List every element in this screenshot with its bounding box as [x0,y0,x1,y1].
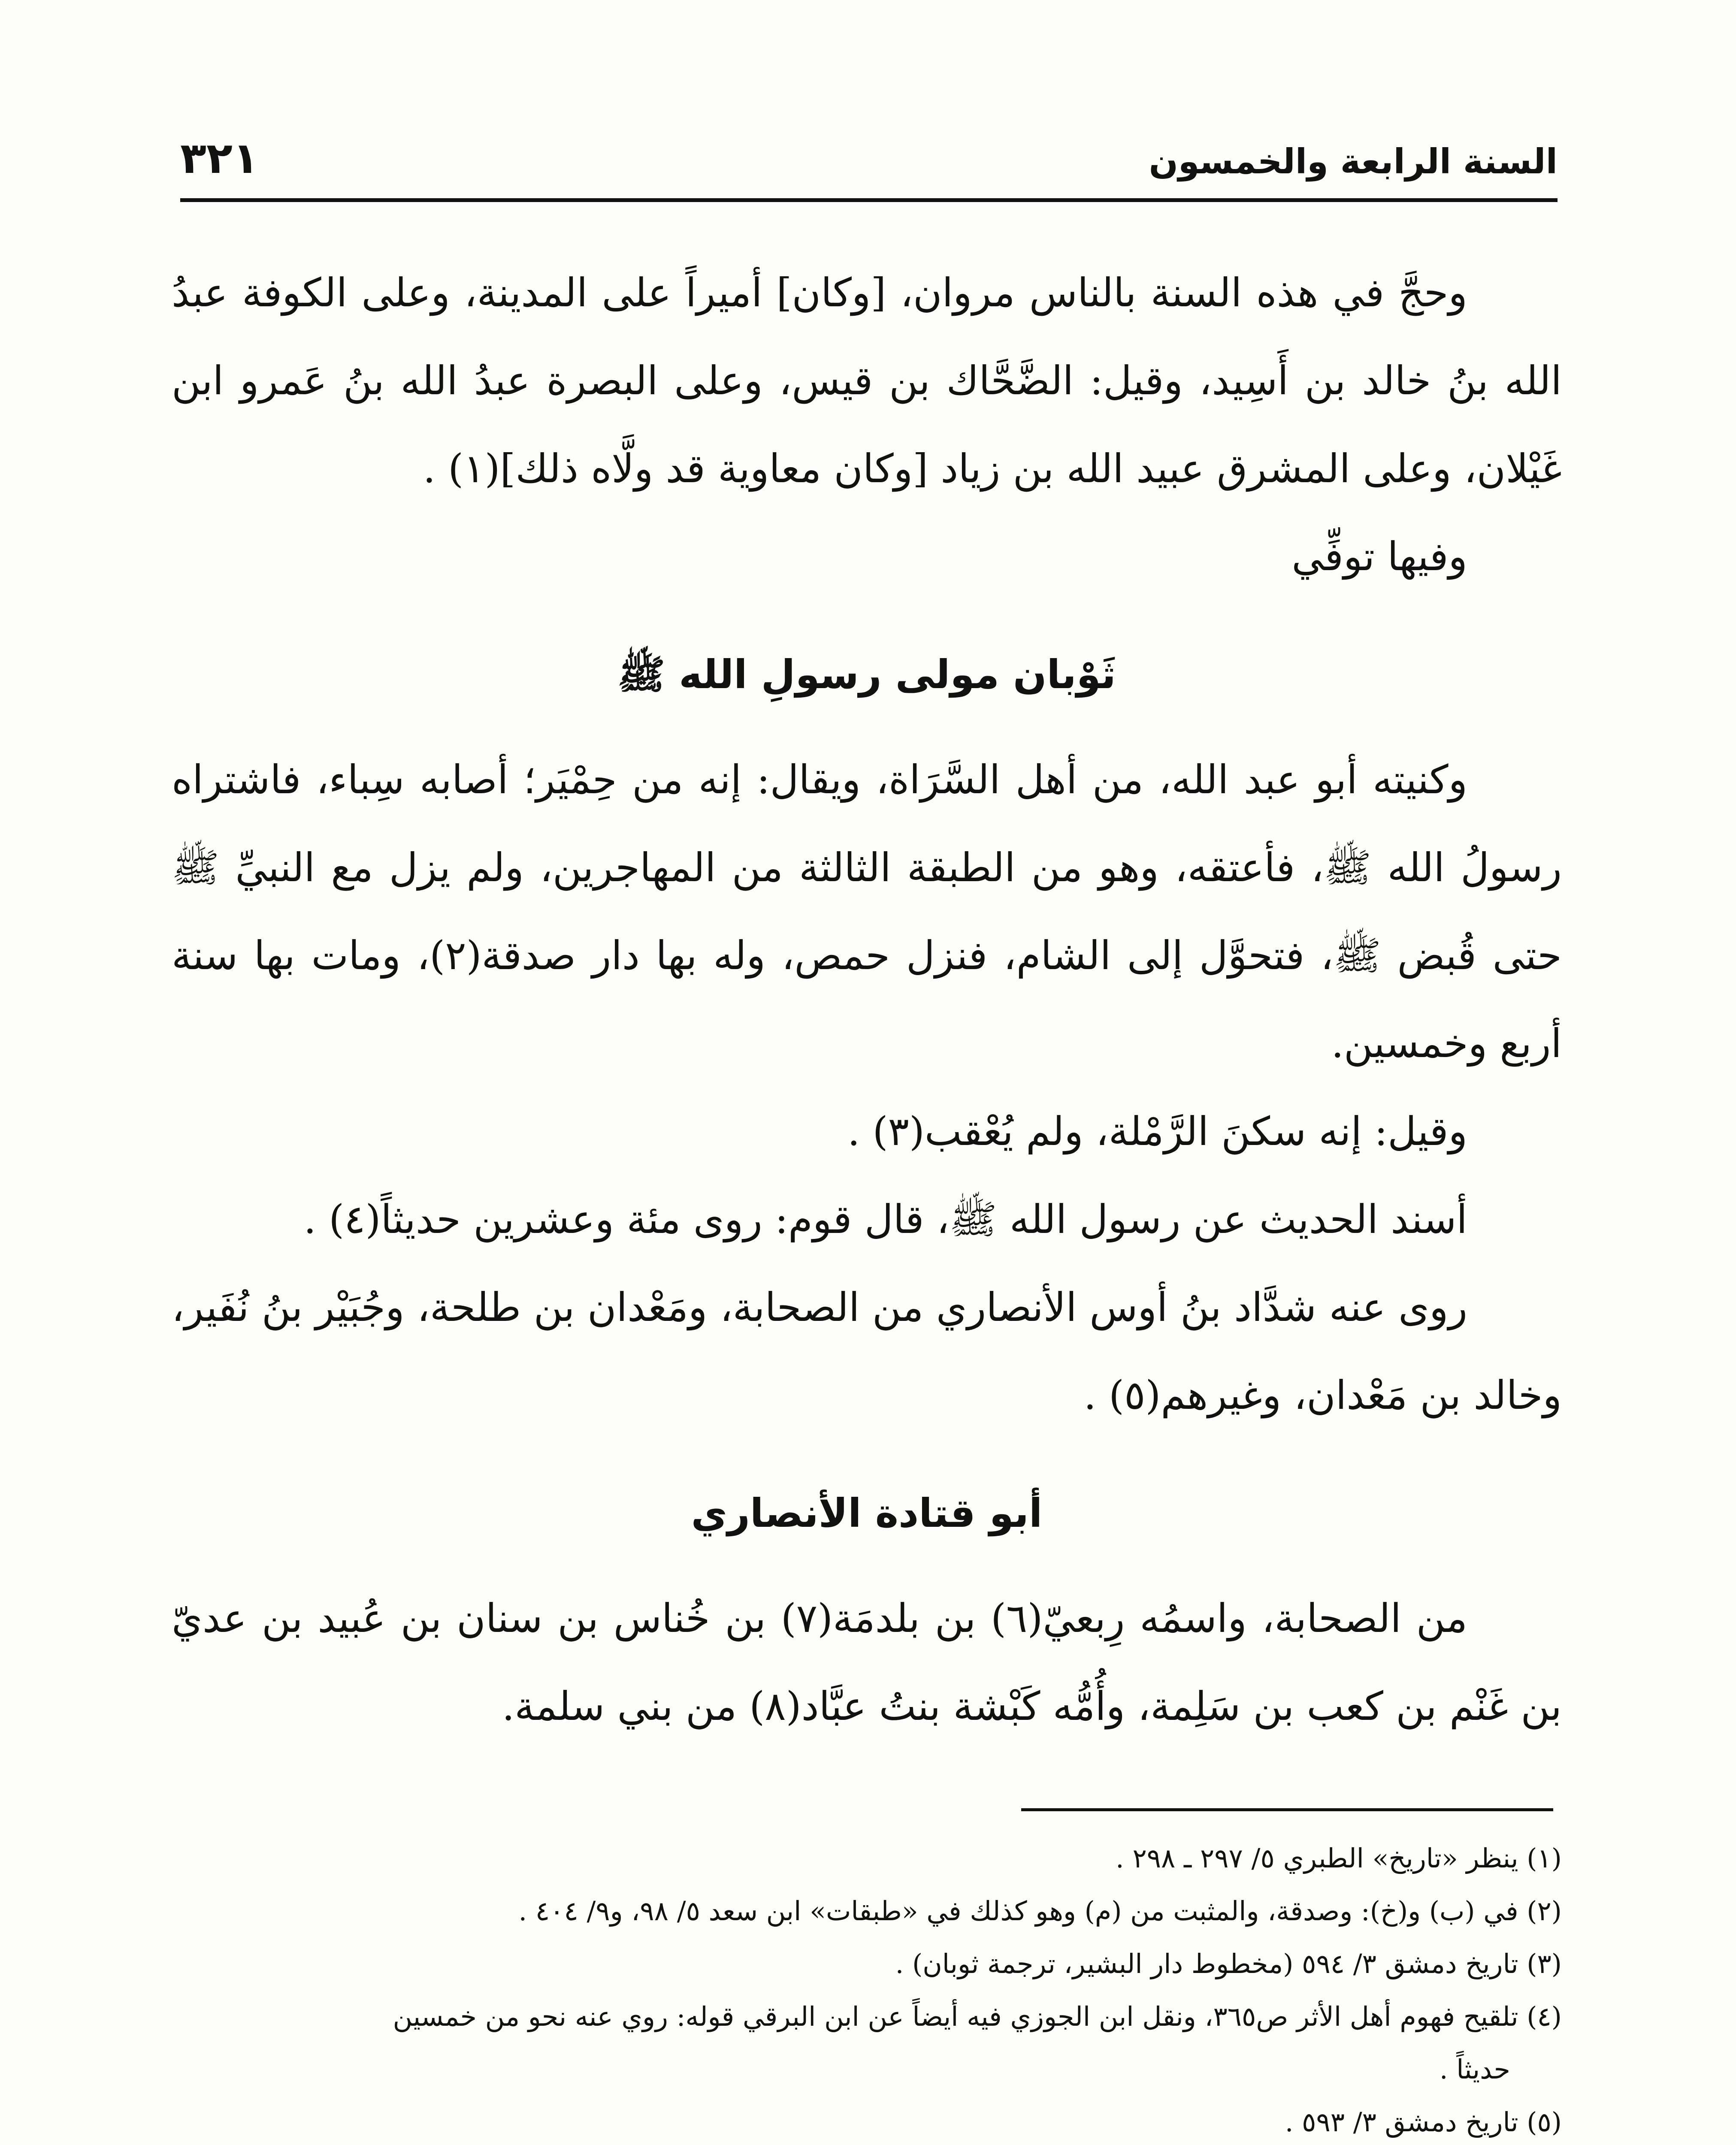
paragraph: أسند الحديث عن رسول الله ﷺ، قال قوم: روى مئة وعشرين حديثاً(٤) . [303,1196,1467,1242]
main-text [172,249,1562,1750]
paragraph: وكنيته أبو عبد الله، من أهل السَّرَاة، ويقال: إنه من حِمْيَر؛ أصابه سِباء، فاشتراه رسولُ الله ﷺ، فأعتقه، وهو من الطبقة الثالثة من المهاجرين، ولم يزل مع النبيِّ ﷺ حتى قُبض ﷺ، فتحوَّل إلى الشام، فنزل حمص، وله بها دار صدقة(٢)، ومات بها سنة أربع وخمسين. [172,757,1562,1066]
footnote: (١) ينظر «تاريخ» الطبري ٥/ ٢٩٧ ـ ٢٩٨ . [1116,1843,1562,1874]
page-header [180,129,1558,193]
footnote-separator [1021,1808,1553,1811]
footnotes [172,1832,1562,2145]
paragraph: وفيها توفِّي [1291,534,1467,580]
header-rule [180,198,1558,202]
running-title: السنة الرابعة والخمسون [1149,142,1558,181]
paragraph: وحجَّ في هذه السنة بالناس مروان، [وكان] أميراً على المدينة، وعلى الكوفة عبدُ الله بنُ خالد بن أَسِيد، وقيل: الضَّحَّاك بن قيس، وعلى البصرة عبدُ الله بنُ عَمرو ابن غَيْلان، وعلى المشرق عبيد الله بن زياد [وكان معاوية قد ولَّاه ذلك](١) . [172,270,1562,492]
section-heading: ثَوْبان مولى رسولِ الله ﷺ [617,652,1116,698]
footnote: (٤) تلقيح فهوم أهل الأثر ص٣٦٥، ونقل ابن الجوزي فيه أيضاً عن ابن البرقي قوله: روي عنه نحو من خمسين [393,2001,1562,2032]
paragraph: روى عنه شدَّاد بنُ أوس الأنصاري من الصحابة، ومَعْدان بن طلحة، وجُبَيْر بنُ نُفَير، وخالد بن مَعْدان، وغيرهم(٥) . [172,1284,1562,1418]
section-heading: أبو قتادة الأنصاري [691,1490,1043,1536]
paragraph: من الصحابة، واسمُه رِبعيّ(٦) بن بلدمَة(٧) بن خُناس بن سنان بن عُبيد بن عديّ بن غَنْم بن كعب بن سَلِمة، وأُمُّه كَبْشة بنتُ عبَّاد(٨) من بني سلمة. [172,1595,1562,1729]
footnote: (٢) في (ب) و(خ): وصدقة، والمثبت من (م) وهو كذلك في «طبقات» ابن سعد ٥/ ٩٨، و٩/ ٤٠٤ . [518,1895,1562,1927]
footnote-continuation: حديثاً . [1439,2054,1510,2085]
footnote: (٣) تاريخ دمشق ٣/ ٥٩٤ (مخطوط دار البشير، ترجمة ثوبان) . [895,1948,1562,1979]
paragraph: وقيل: إنه سكنَ الرَّمْلة، ولم يُعْقب(٣) . [847,1109,1467,1154]
page-number: ٣٢١ [180,133,259,183]
footnote: (٥) تاريخ دمشق ٣/ ٥٩٣ . [1285,2106,1562,2138]
